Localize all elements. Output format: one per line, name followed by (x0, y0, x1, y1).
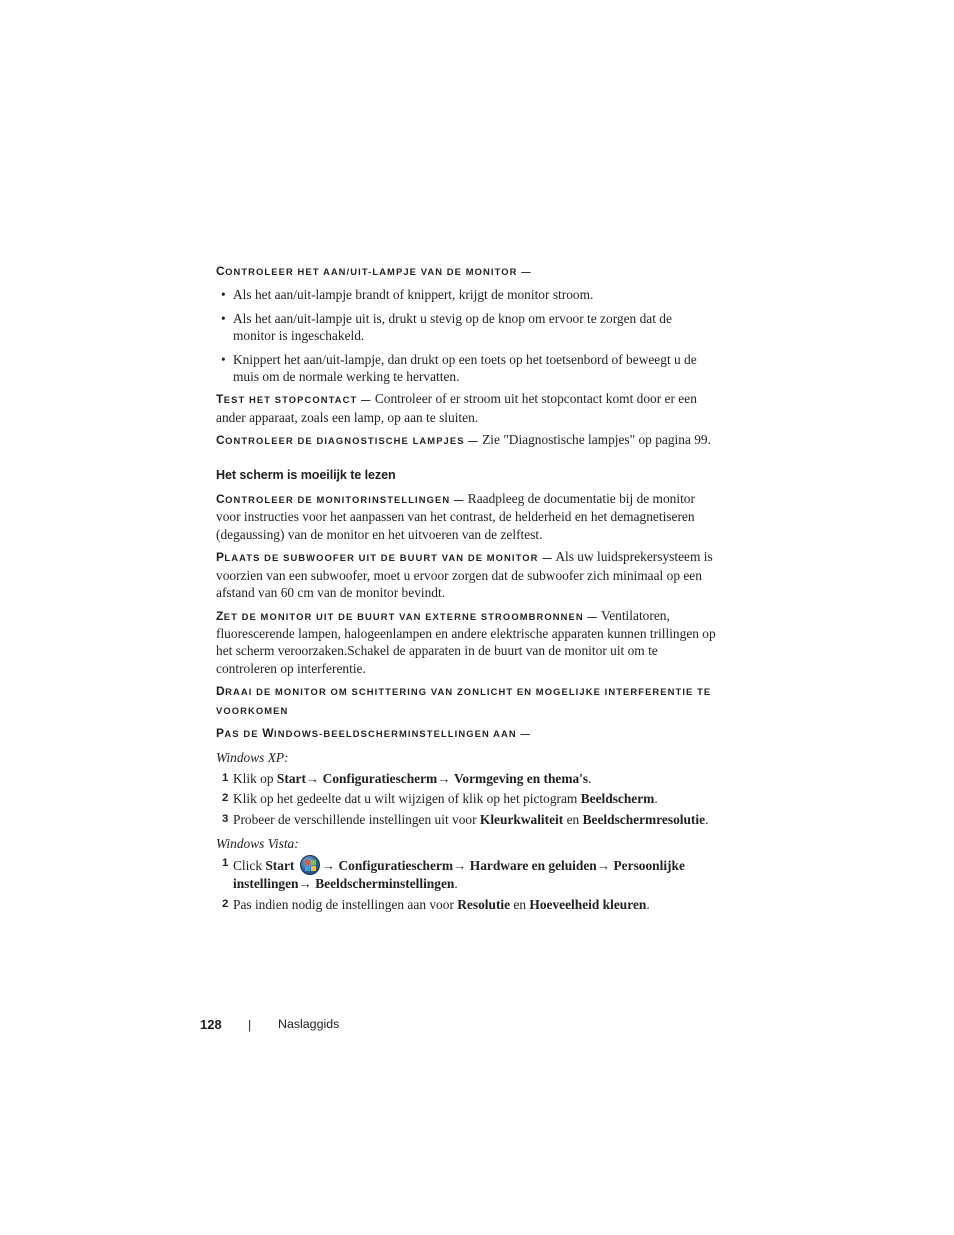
list-item: • Als het aan/uit-lampje brandt of knippert, krijgt de monitor stroom. (221, 287, 594, 303)
list-item: • Knippert het aan/uit-lampje, dan drukt op een toets op het toetsenbord of beweegt u de muis om de normale werking te hervatten. (221, 351, 697, 385)
list-item: 1 Klik op Start→ Configuratiescherm→ Vormgeving en thema's. (222, 770, 592, 786)
windows-vista-steps (216, 855, 716, 913)
power-light-list (216, 286, 716, 385)
bullet-icon: • (221, 351, 226, 367)
tip-sunlight-glare: DRAAI DE MONITOR OM SCHITTERING VAN ZONLICHT EN MOGELIJKE INTERFERENTIE TE VOORKOMEN (216, 684, 712, 716)
tip-windows-display: PAS DE WINDOWS-BEELDSCHERMINSTELLINGEN AAN — (216, 725, 531, 740)
page-content (216, 262, 716, 913)
document-title: Naslaggids (278, 1017, 340, 1031)
footer-separator: | (248, 1018, 252, 1032)
tip-monitor-settings: CONTROLEER DE MONITORINSTELLINGEN — Raadpleeg de documentatie bij de monitor voor instructies voor het aanpassen van het contrast, de helderheid en het demagnetiseren (degaussing) van de monitor en het uitvoeren van de zelftest. (216, 491, 695, 542)
tip-external-power: ZET DE MONITOR UIT DE BUURT VAN EXTERNE STROOMBRONNEN — Ventilatoren, fluorescerende lampen, halogeenlampen en andere elektrische apparaten kunnen trillingen op het scherm veroorzaken.Schakel de apparaten in de buurt van de monitor uit om te controleren op interferentie. (216, 607, 716, 676)
tip-outlet: TEST HET STOPCONTACT — Controleer of er stroom uit het stopcontact komt door er een ander apparaat, zoals een lamp, op aan te sluiten. (216, 391, 697, 425)
tip-subwoofer: PLAATS DE SUBWOOFER UIT DE BUURT VAN DE MONITOR — Als uw luidsprekersysteem is voorzien van een subwoofer, moet u ervoor zorgen dat de subwoofer zich minimaal op een afstand van 60 cm van de monitor bevindt. (216, 549, 713, 601)
list-item: 3 Probeer de verschillende instellingen uit voor Kleurkwaliteit en Beeldschermresolutie. (222, 811, 709, 827)
list-item: 2 Klik op het gedeelte dat u wilt wijzigen of klik op het pictogram Beeldscherm. (222, 791, 658, 807)
list-item: 2 Pas indien nodig de instellingen aan voor Resolutie en Hoeveelheid kleuren. (222, 896, 650, 912)
section-heading-screen-readability: Het scherm is moeilijk te lezen (216, 467, 396, 482)
section-heading-power-light (216, 262, 716, 280)
list-item: 1 Click Start → Configuratiescherm→ Hardware en geluiden→ Persoonlijke instellingen→ Beeldscherminstellingen. (222, 857, 685, 892)
windows-start-orb-icon (300, 855, 320, 875)
windows-xp-steps (216, 770, 716, 828)
bullet-icon: • (221, 310, 226, 326)
bullet-icon: • (221, 287, 226, 303)
tip-title: CONTROLEER HET AAN/UIT-LAMPJE VAN DE MONITOR — (216, 264, 532, 278)
tip-diagnostic-lights: CONTROLEER DE DIAGNOSTISCHE LAMPJES — Zie "Diagnostische lampjes" op pagina 99. (216, 432, 711, 448)
page-number: 128 (200, 1017, 222, 1032)
list-item: • Als het aan/uit-lampje uit is, drukt u stevig op de knop om ervoor te zorgen dat de monitor is ingeschakeld. (221, 310, 672, 344)
windows-vista-label: Windows Vista: (216, 835, 299, 851)
windows-xp-label: Windows XP: (216, 750, 289, 766)
